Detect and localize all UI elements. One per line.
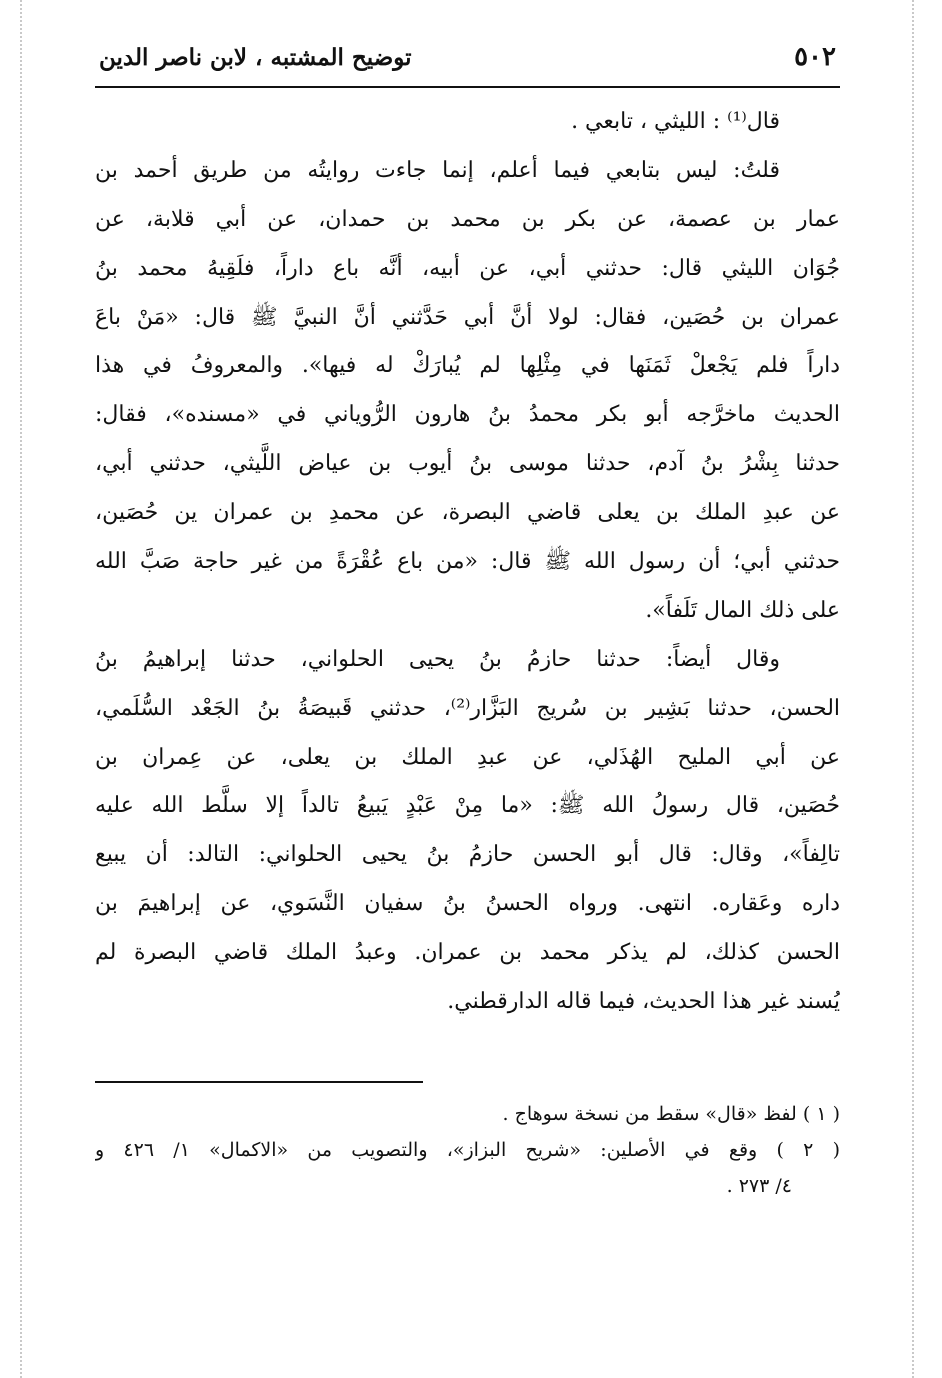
text-line: داراً فلم يَجْعلْ ثَمَنَها في مِثْلِها لم يُبارَكْ له فيها». والمعروفُ في هذا: [95, 353, 840, 379]
running-title: توضيح المشتبه ، لابن ناصر الدين: [99, 44, 412, 71]
text-line: الحديث ماخرَّجه أبو بكر محمدُ بنُ هارون الرُّوياني في «مسنده»، فقال:: [95, 402, 840, 428]
footnote-separator: [95, 1081, 423, 1083]
text-line: حدثني أبي؛ أن رسول الله ﷺ قال: «من باع عُقْرَةً من غير حاجة صَبَّ الله: [95, 549, 840, 575]
text-line: جُوَان الليثي قال: حدثني أبي، عن أبيه، أنَّه باع داراً، فلَقِيهُ محمد بنُ: [95, 255, 840, 281]
footnote-2-continuation: ٤/ ٢٧٣ .: [726, 1175, 792, 1197]
footnotes: [95, 1096, 840, 1204]
footnote-2: ( ٢ ) وقع في الأصلين: «شريح البزاز»، والتصويب من «الاكمال» ١/ ٤٢٦ و: [95, 1139, 840, 1161]
text-line: عن أبي المليح الهُذَلي، عن عبدِ الملك بن يعلى، عن عِمران بن: [95, 744, 840, 770]
text-line: الحسن كذلك، لم يذكر محمد بن عمران. وعبدُ الملك قاضي البصرة لم: [95, 940, 840, 966]
book-page: [95, 38, 840, 1197]
text-line: عمران بن حُصَين، فقال: لولا أنَّ أبي حَدَّثني أنَّ النبيَّ ﷺ قال: «مَنْ باعَ: [95, 304, 840, 330]
scan-guide-right: [912, 0, 914, 1378]
footnote-1: ( ١ ) لفظ «قال» سقط من نسخة سوهاج .: [502, 1103, 840, 1125]
text-line: قلتُ: ليس بتابعي فيما أعلم، إنما جاءت روايتُه من طريق أحمد بن: [95, 157, 780, 183]
text-line: حدثنا بِشْرُ بنُ آدم، حدثنا موسى بنُ أيوب بن عياض اللَّيثي، حدثني أبي،: [95, 451, 840, 477]
text-line: حُصَين، قال رسولُ الله ﷺ: «ما مِنْ عَبْدٍ يَبيعُ تالداً إلا سلَّط الله عليه: [95, 793, 840, 819]
text-line: الحسن، حدثنا بَشِير بن سُريج البَزَّار⁽²⁾، حدثني قَبيصَةُ بنُ الجَعْد السُّلَمي،: [95, 695, 840, 721]
text-line: تالِفاً»، وقال: قال أبو الحسن حازمُ بنُ يحيى الحلواني: التالد: أن يبيع: [95, 842, 840, 868]
page-header: [95, 38, 840, 88]
text-line: عن عبدِ الملك بن يعلى قاضي البصرة، عن محمدِ بن عمران ين حُصَين،: [95, 500, 840, 526]
text-line: وقال أيضاً: حدثنا حازمُ بنُ يحيى الحلواني، حدثنا إبراهيمُ بنُ: [95, 646, 780, 672]
text-line: يُسند غير هذا الحديث، فيما قاله الدارقطني.: [447, 989, 840, 1015]
main-text: [95, 98, 840, 1027]
text-line: قال⁽¹⁾ : الليثي ، تابعي .: [571, 109, 780, 134]
text-line: عمار بن عصمة، عن بكر بن محمد بن حمدان، عن أبي قلابة، عن: [95, 206, 840, 232]
text-line: داره وعَقاره. انتهى. ورواه الحسنُ بنُ سفيان النَّسَوي، عن إبراهيمَ بن: [95, 891, 840, 917]
text-line: على ذلك المال تَلَفاً».: [645, 597, 840, 623]
scan-guide-left: [20, 0, 22, 1378]
page-number: ٥٠٢: [794, 42, 836, 72]
